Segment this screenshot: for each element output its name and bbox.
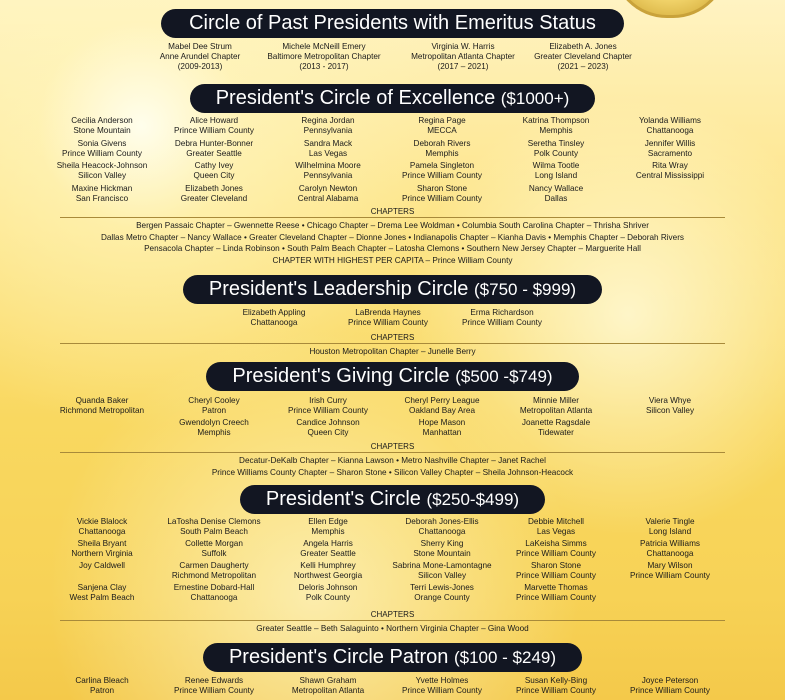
- donor-name: LaTosha Denise Clemons: [167, 517, 261, 526]
- donor-entry: [377, 139, 507, 159]
- donor-name: Sabrina Mone-Lamontagne: [392, 561, 492, 570]
- donor-location: Chattanooga: [250, 318, 298, 327]
- donor-name: Gwendolyn Creech: [179, 418, 249, 427]
- excellence-column: [149, 116, 279, 206]
- donor-location: Metropolitan Atlanta: [291, 686, 365, 695]
- donor-entry: [149, 418, 279, 438]
- donor-name: Cecilia Anderson: [71, 116, 133, 125]
- circle-title: President's Circle: [265, 488, 421, 510]
- donor-entry: [263, 139, 393, 159]
- donor-location: Queen City: [307, 428, 349, 437]
- donor-name: Candice Johnson: [296, 418, 360, 427]
- donor-name: Sharon Stone: [530, 561, 582, 570]
- donor-entry: [37, 116, 167, 136]
- patron-amount: ($100 - $249): [453, 648, 557, 667]
- donor-location: Chattanooga: [646, 549, 694, 558]
- donor-location: Prince William County: [515, 593, 597, 602]
- donor-location: Prince William County: [287, 406, 369, 415]
- donor-name: Sherry King: [420, 539, 464, 548]
- person-name: Virginia W. Harris: [431, 42, 495, 51]
- donor-location: Prince William County: [347, 318, 429, 327]
- donor-entry: [37, 517, 167, 537]
- donor-location: Prince William County: [401, 171, 483, 180]
- donor-location: Orange County: [414, 593, 470, 602]
- giving-title: President's Giving Circle: [232, 365, 450, 387]
- excellence-column: [491, 116, 621, 206]
- person-name: Michele McNeill Emery: [282, 42, 366, 51]
- donor-location: West Palm Beach: [69, 593, 135, 602]
- donor-name: Debbie Mitchell: [528, 517, 584, 526]
- donor-entry: [491, 139, 621, 159]
- donor-location: Stone Mountain: [73, 126, 131, 135]
- donor-entry: [377, 676, 507, 696]
- donor-name: Nancy Wallace: [528, 183, 584, 193]
- donor-entry: [323, 308, 453, 328]
- donor-entry: [263, 418, 393, 438]
- donor-location: Long Island: [648, 527, 692, 536]
- donor-location: Greater Seattle: [186, 148, 242, 158]
- donor-entry: [37, 539, 167, 559]
- donor-name: Elizabeth Jones: [185, 183, 243, 193]
- leadership-amount: ($750 - $999): [474, 280, 577, 299]
- donor-entry: [37, 583, 167, 603]
- donor-name: Yvette Holmes: [415, 676, 469, 685]
- donor-entry: [377, 561, 507, 581]
- giving-chapters-label: CHAPTERS: [370, 442, 415, 451]
- donor-name: LaBrenda Haynes: [355, 308, 421, 317]
- donor-location: Long Island: [534, 171, 578, 180]
- donor-location: Polk County: [533, 148, 579, 158]
- donor-name: Collette Morgan: [185, 539, 243, 548]
- donor-name: Cathy Ivey: [194, 161, 234, 170]
- donor-name: Susan Kelly-Bing: [524, 676, 588, 685]
- circle-column: [263, 517, 393, 605]
- donor-entry: [149, 161, 279, 181]
- donor-location: Polk County: [305, 593, 351, 602]
- excellence-column: [377, 116, 507, 206]
- donor-entry: [491, 184, 621, 204]
- circle-column: [37, 517, 167, 605]
- excellence-chapters-label: CHAPTERS: [370, 207, 415, 216]
- patron-column: [491, 676, 621, 698]
- donor-entry: [377, 517, 507, 537]
- emeritus-banner: [161, 9, 624, 38]
- donor-location: South Palm Beach: [180, 527, 248, 536]
- donor-entry: [491, 539, 621, 559]
- donor-name: Pamela Singleton: [409, 161, 475, 170]
- patron-column: [263, 676, 393, 698]
- donor-entry: [491, 396, 621, 416]
- donor-location: Chattanooga: [418, 527, 466, 536]
- donor-location: Suffolk: [201, 549, 227, 558]
- donor-entry: [149, 517, 279, 537]
- donor-location: Greater Cleveland: [180, 193, 248, 203]
- excellence-column: [263, 116, 393, 206]
- donor-name: Irish Curry: [309, 396, 347, 405]
- leadership-section: [0, 275, 785, 304]
- donor-location: Silicon Valley: [645, 406, 695, 415]
- giving-column: [263, 396, 393, 440]
- leadership-banner: [183, 275, 602, 304]
- donor-name: Sonia Givens: [77, 138, 127, 148]
- donor-entry: [149, 676, 279, 696]
- donor-name: Sheila Bryant: [77, 539, 127, 548]
- person-chapter: Metropolitan Atlanta Chapter: [411, 52, 515, 61]
- donor-name: Valerie Tingle: [645, 517, 695, 526]
- donor-location: Prince William County: [515, 549, 597, 558]
- donor-name: Jennifer Willis: [644, 138, 696, 148]
- donor-entry: [605, 561, 735, 581]
- donor-name: Deborah Jones-Ellis: [405, 517, 479, 526]
- circle-column: [605, 517, 735, 583]
- donor-entry: [149, 396, 279, 416]
- excellence-divider: [60, 217, 725, 218]
- donor-entry: [377, 116, 507, 136]
- donor-name: Wilma Tootle: [532, 161, 580, 170]
- donor-entry: [37, 161, 167, 181]
- patron-section: [0, 643, 785, 672]
- leadership-column: [437, 308, 567, 330]
- leadership-column: [323, 308, 453, 330]
- donor-name: Sandra Mack: [303, 138, 353, 148]
- donor-entry: [37, 561, 167, 581]
- circle-amount: ($250-$499): [426, 490, 520, 509]
- donor-entry: [491, 561, 621, 581]
- donor-location: Prince William County: [629, 571, 711, 580]
- donor-name: Mary Wilson: [647, 561, 693, 570]
- giving-banner: [206, 362, 578, 391]
- donor-name: Vickie Blalock: [76, 517, 128, 526]
- donor-location: Northern Virginia: [71, 549, 133, 558]
- donor-name: Joy Caldwell: [79, 561, 125, 570]
- donor-name: Maxine Hickman: [71, 183, 133, 193]
- emeritus-title: Circle of Past Presidents with Emeritus Status: [189, 12, 596, 34]
- donor-name: Joanette Ragsdale: [521, 418, 591, 427]
- emeritus-person: [244, 42, 404, 72]
- donor-name: Regina Jordan: [301, 116, 355, 125]
- donor-location: Memphis: [197, 428, 231, 437]
- leadership-divider: [60, 343, 725, 344]
- leadership-title: President's Leadership Circle: [208, 278, 469, 300]
- donor-name: Deborah Rivers: [413, 138, 471, 148]
- person-name: Mabel Dee Strum: [168, 42, 232, 51]
- donor-name: Marvette Thomas: [524, 583, 588, 592]
- person-chapter: Greater Cleveland Chapter: [534, 52, 632, 61]
- circle-divider: [60, 620, 725, 621]
- donor-location: Memphis: [425, 148, 459, 158]
- donor-entry: [377, 396, 507, 416]
- donor-location: Memphis: [539, 126, 573, 135]
- donor-entry: [149, 116, 279, 136]
- donor-entry: [149, 539, 279, 559]
- donor-location: Sacramento: [647, 148, 693, 158]
- donor-location: Prince William County: [515, 686, 597, 695]
- donor-location: Manhattan: [422, 428, 462, 437]
- donor-entry: [605, 517, 735, 537]
- donor-entry: [37, 396, 167, 416]
- giving-column: [37, 396, 167, 418]
- chapter-line: Pensacola Chapter – Linda Robinson • South Palm Beach Chapter – Latosha Clemons • Southern New Jersey Chapter – Marguerite Hall: [144, 244, 641, 253]
- donor-location: Oakland Bay Area: [409, 406, 475, 415]
- circle-column: [377, 517, 507, 605]
- donor-entry: [491, 161, 621, 181]
- person-years: (2021 – 2023): [557, 62, 609, 71]
- circle-chapters-label: CHAPTERS: [370, 610, 415, 619]
- giving-column: [377, 396, 507, 440]
- donor-name: Cheryl Perry League: [404, 396, 480, 405]
- donor-entry: [605, 116, 735, 136]
- donor-name: Sharon Stone: [416, 183, 468, 193]
- patron-column: [605, 676, 735, 698]
- donor-entry: [377, 539, 507, 559]
- donor-location: Prince William County: [173, 686, 255, 695]
- patron-title: President's Circle Patron: [228, 646, 449, 668]
- donor-entry: [605, 161, 735, 181]
- person-chapter: Anne Arundel Chapter: [159, 52, 241, 61]
- chapter-line: Houston Metropolitan Chapter – Junelle Berry: [309, 347, 476, 356]
- patron-column: [377, 676, 507, 698]
- donor-location: Prince William County: [461, 318, 543, 327]
- donor-location: Prince William County: [401, 686, 483, 695]
- donor-location: Queen City: [193, 171, 235, 180]
- donor-location: Central Mississippi: [635, 171, 705, 180]
- chapter-line: Dallas Metro Chapter – Nancy Wallace • Greater Cleveland Chapter – Dionne Jones • Indianapolis Chapter – Kianha Davis • Memphis Chapter – Deborah Rivers: [100, 232, 685, 242]
- person-name: Elizabeth A. Jones: [549, 42, 617, 51]
- donor-entry: [149, 583, 279, 603]
- donor-location: Patron: [201, 406, 227, 415]
- donor-entry: [377, 418, 507, 438]
- patron-column: [37, 676, 167, 698]
- donor-entry: [209, 308, 339, 328]
- donor-location: Prince William County: [173, 126, 255, 135]
- donor-location: Pennsylvania: [303, 171, 353, 180]
- excellence-section: [0, 84, 785, 113]
- donor-entry: [377, 161, 507, 181]
- donor-name: Renee Edwards: [184, 676, 244, 685]
- donor-entry: [491, 517, 621, 537]
- circle-column: [149, 517, 279, 605]
- emeritus-section: [0, 9, 785, 38]
- donor-entry: [37, 139, 167, 159]
- donor-entry: [263, 539, 393, 559]
- donor-location: Prince William County: [515, 571, 597, 580]
- donor-entry: [263, 583, 393, 603]
- donor-name: Minnie Miller: [533, 396, 579, 405]
- excellence-banner: [190, 84, 596, 113]
- donor-name: Joyce Peterson: [641, 676, 699, 685]
- donor-name: Angela Harris: [303, 539, 353, 548]
- circle-column: [491, 517, 621, 605]
- donor-entry: [263, 184, 393, 204]
- patron-banner: [203, 643, 582, 672]
- donor-entry: [605, 539, 735, 559]
- donor-location: Patron: [89, 686, 115, 695]
- excellence-column: [605, 116, 735, 184]
- chapter-line: Decatur-DeKalb Chapter – Kianna Lawson • Metro Nashville Chapter – Janet Rachel: [239, 456, 546, 465]
- donor-entry: [263, 161, 393, 181]
- donor-entry: [149, 184, 279, 204]
- donor-name: Ellen Edge: [308, 517, 348, 526]
- circle-section: [0, 485, 785, 514]
- donor-entry: [605, 396, 735, 416]
- donor-entry: [37, 184, 167, 204]
- donor-name: Quanda Baker: [75, 396, 129, 405]
- donor-location: Prince William County: [401, 193, 483, 203]
- donor-entry: [605, 139, 735, 159]
- emeritus-person: [503, 42, 663, 72]
- giving-divider: [60, 452, 725, 453]
- donor-location: Central Alabama: [297, 193, 359, 203]
- chapter-line: Greater Seattle – Beth Salaguinto • Northern Virginia Chapter – Gina Wood: [256, 624, 529, 633]
- donor-location: Richmond Metropolitan: [59, 406, 145, 415]
- donor-name: LaKeisha Simms: [525, 539, 587, 548]
- donor-name: Carmen Daugherty: [179, 561, 249, 570]
- donor-location: Chattanooga: [646, 126, 694, 135]
- donor-name: Elizabeth Appling: [242, 308, 306, 317]
- chapter-line: Bergen Passaic Chapter – Gwennette Reese • Chicago Chapter – Drema Lee Woldman • Columbia South Carolina Chapter – Thrisha Shriver: [136, 221, 649, 230]
- donor-entry: [149, 139, 279, 159]
- person-years: (2017 – 2021): [437, 62, 489, 71]
- donor-entry: [37, 676, 167, 696]
- leadership-chapters-label: CHAPTERS: [370, 333, 415, 342]
- donor-entry: [377, 583, 507, 603]
- donor-name: Hope Mason: [418, 418, 466, 427]
- donor-name: Shawn Graham: [299, 676, 357, 685]
- donor-name: Sheila Heacock-Johnson: [56, 161, 148, 170]
- donor-location: Silicon Valley: [77, 171, 127, 180]
- donor-location: San Francisco: [75, 193, 129, 203]
- person-years: (2009-2013): [177, 62, 223, 71]
- excellence-amount: ($1000+): [500, 89, 570, 108]
- giving-column: [605, 396, 735, 418]
- donor-entry: [491, 418, 621, 438]
- donor-name: Erma Richardson: [470, 308, 534, 317]
- giving-column: [491, 396, 621, 440]
- donor-entry: [437, 308, 567, 328]
- person-chapter: Baltimore Metropolitan Chapter: [267, 52, 381, 61]
- donor-name: Cheryl Cooley: [188, 396, 240, 405]
- donor-entry: [263, 396, 393, 416]
- person-years: (2013 - 2017): [299, 62, 349, 71]
- donor-name: Alice Howard: [189, 116, 239, 125]
- donor-name: Carolyn Newton: [298, 183, 358, 193]
- donor-location: Chattanooga: [78, 527, 126, 536]
- donor-location: Las Vegas: [536, 527, 576, 536]
- donor-location: Dallas: [544, 193, 568, 203]
- donor-entry: [491, 116, 621, 136]
- donor-location: Metropolitan Atlanta: [519, 406, 593, 415]
- circle-banner: [240, 485, 545, 514]
- donor-name: Carlina Bleach: [75, 676, 129, 685]
- donor-location: Chattanooga: [190, 593, 238, 602]
- donor-location: Pennsylvania: [303, 126, 353, 135]
- donor-name: Sanjena Clay: [77, 583, 127, 592]
- donor-location: Prince William County: [61, 148, 143, 158]
- donor-name: Rita Wray: [652, 161, 688, 170]
- donor-name: Wilhelmina Moore: [295, 161, 361, 170]
- chapter-line: CHAPTER WITH HIGHEST PER CAPITA – Prince William County: [272, 255, 513, 265]
- donor-name: Terri Lewis-Jones: [410, 583, 474, 592]
- donor-name: Katrina Thompson: [522, 116, 590, 125]
- donor-entry: [491, 676, 621, 696]
- patron-column: [149, 676, 279, 698]
- excellence-title: President's Circle of Excellence: [215, 87, 496, 109]
- donor-name: Yolanda Williams: [638, 116, 702, 125]
- giving-amount: ($500 -$749): [455, 367, 553, 386]
- donor-location: [37, 571, 167, 581]
- donor-name: Ernestine Dobard-Hall: [173, 583, 255, 592]
- donor-name: Patricia Williams: [639, 539, 701, 548]
- donor-location: Richmond Metropolitan: [171, 571, 257, 580]
- donor-location: Prince William County: [629, 686, 711, 695]
- donor-location: MECCA: [427, 126, 457, 135]
- leadership-column: [209, 308, 339, 330]
- excellence-column: [37, 116, 167, 206]
- donor-location: Northwest Georgia: [293, 571, 363, 580]
- donor-location: Memphis: [311, 527, 345, 536]
- donor-entry: [263, 116, 393, 136]
- donor-name: Debra Hunter-Bonner: [174, 138, 254, 148]
- donor-name: Regina Page: [418, 116, 466, 125]
- donor-name: Kelli Humphrey: [300, 561, 356, 570]
- donor-location: Las Vegas: [308, 148, 348, 158]
- donor-location: Silicon Valley: [417, 571, 467, 580]
- giving-column: [149, 396, 279, 440]
- donor-entry: [263, 676, 393, 696]
- donor-entry: [263, 561, 393, 581]
- giving-section: [0, 362, 785, 391]
- donor-entry: [149, 561, 279, 581]
- chapter-line: Prince Williams County Chapter – Sharon Stone • Silicon Valley Chapter – Sheila Johnson-Heacock: [211, 467, 574, 477]
- donor-location: Stone Mountain: [413, 549, 471, 558]
- donor-entry: [491, 583, 621, 603]
- donor-entry: [605, 676, 735, 696]
- donor-name: Viera Whye: [648, 396, 692, 405]
- donor-location: Greater Seattle: [300, 549, 356, 558]
- donor-location: Tidewater: [538, 428, 574, 437]
- donor-entry: [377, 184, 507, 204]
- donor-name: Deloris Johnson: [298, 583, 358, 592]
- donor-entry: [263, 517, 393, 537]
- donor-name: Seretha Tinsley: [527, 138, 585, 148]
